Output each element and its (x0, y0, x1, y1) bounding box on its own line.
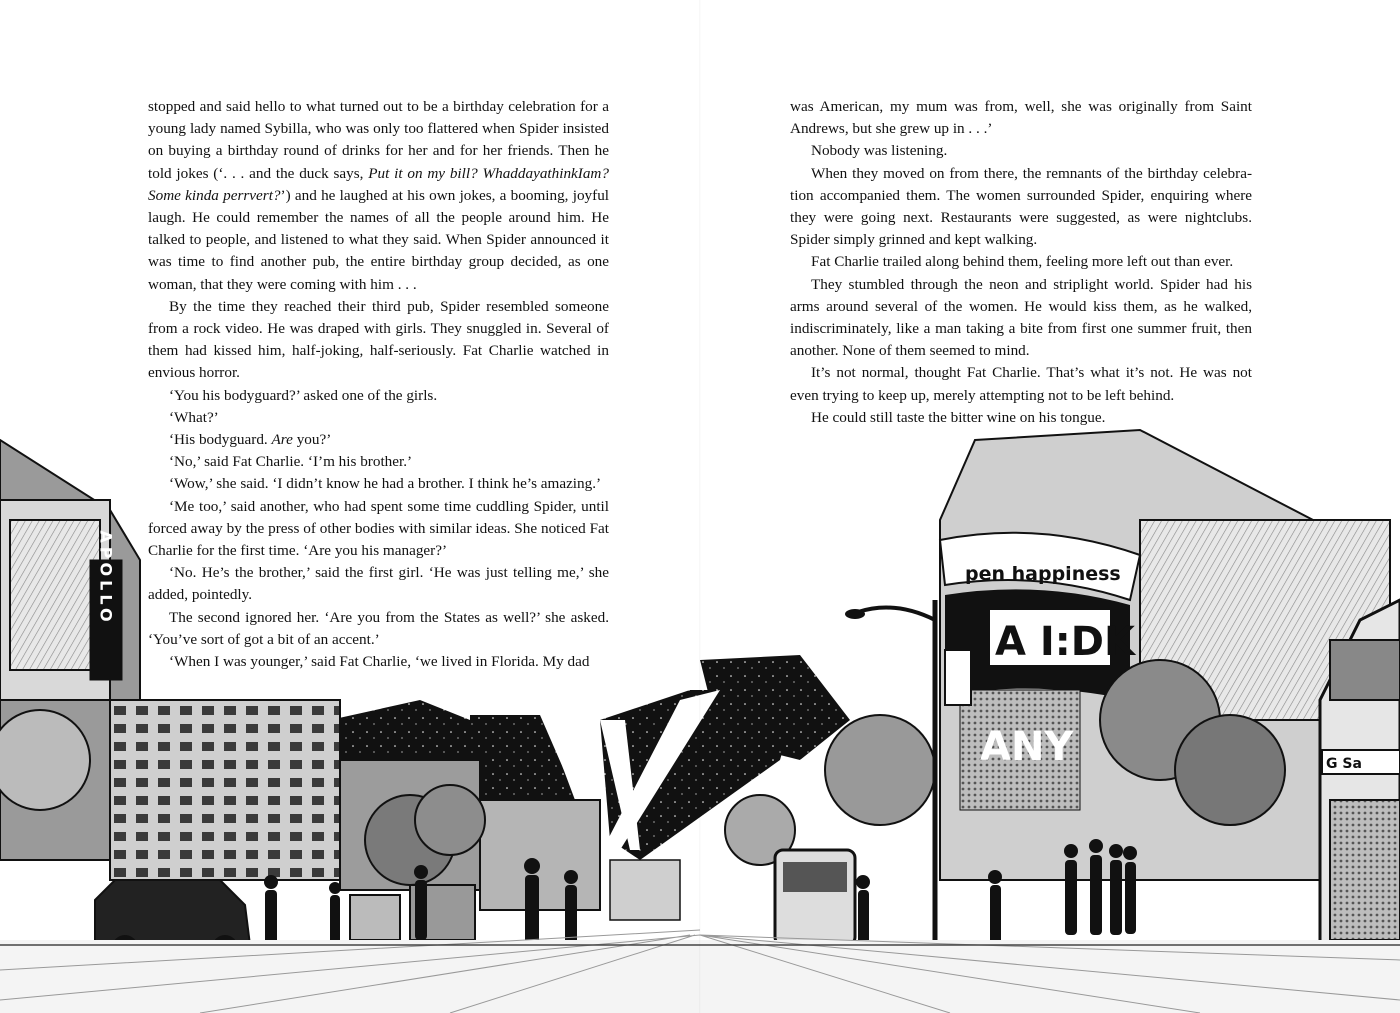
text-run: When they moved on from there, the remnants of the birthday celebration accompanied them. The women surrounded Spider, enquiring where they were going next. Restaurants were suggested, as were nightclubs. Spider simply grinned and kept walking. (790, 164, 1252, 249)
paragraph (790, 163, 1252, 252)
text-run: ‘You his bodyguard?’ asked one of the girls. (169, 386, 438, 404)
paragraph (148, 473, 609, 495)
paragraph (790, 96, 1252, 140)
bus-destination-text: G Sa (1326, 756, 1362, 772)
text-run: ‘What?’ (169, 408, 219, 426)
paragraph (148, 407, 609, 429)
paragraph (148, 429, 609, 451)
text-run: ‘His bodyguard. (169, 431, 272, 449)
text-run: By the time they reached their third pub, Spider resembled someone from a rock video. He was draped with girls. They snuggled in. Several of them had kissed him, half-joking, half-seriously. Fat Charlie watched in envious horror. (148, 297, 609, 382)
left-text-column (148, 96, 609, 673)
emphasis-text: Are (271, 431, 293, 449)
paragraph (790, 140, 1252, 162)
apollo-sign-text: APOLLO (96, 530, 116, 626)
paragraph (148, 451, 609, 473)
text-run: ‘When I was younger,’ said Fat Charlie, ‘we lived in Florida. My dad (169, 653, 590, 671)
paragraph (790, 407, 1252, 429)
text-run: stopped and said hello to what turned out to be a birthday celebration for a young lady named Sybilla, who was only too flattered when Spider insisted on buying a birthday round of drinks for her and for her friends. Then he told jokes (‘. . . and the duck says, (148, 98, 609, 182)
screen-text: A I:DK (995, 619, 1135, 665)
paragraph (790, 251, 1252, 273)
text-run: Nobody was listening. (811, 142, 948, 160)
text-run: He could still taste the bitter wine on his tongue. (811, 408, 1106, 426)
paragraph (790, 274, 1252, 363)
book-gutter (699, 0, 701, 1013)
paragraph (148, 296, 609, 385)
text-run: ‘No. He’s the brother,’ said the first girl. ‘He was just telling me,’ she added, pointedly. (148, 564, 609, 604)
text-run: The second ignored her. ‘Are you from the States as well?’ she asked. ‘You’ve sort of got a bit of an accent.’ (148, 608, 609, 648)
paragraph (148, 651, 609, 673)
paragraph (148, 385, 609, 407)
double-decker-bus (1320, 600, 1400, 990)
text-run: Fat Charlie trailed along behind them, feeling more left out than ever. (811, 253, 1234, 271)
emphasis-text: Put it on my bill? WhaddayathinkIam? Some kinda perrvert? (148, 164, 609, 204)
text-run: ’) and he laughed at his own jokes, a booming, joyful laugh. He could remember the names of all the people around him. He talked to people, and listened to what they said. When Spider announced it was time to find another pub, the entire birthday group decided, as one woman, that they were coming with him . . . (148, 186, 610, 293)
text-run: was American, my mum was from, well, she was originally from Saint Andrews, but she grew up in . . .’ (790, 98, 1252, 138)
text-run: you?’ (292, 431, 332, 449)
billboard-text: pen happiness (965, 563, 1121, 585)
paragraph (148, 96, 609, 296)
paragraph (790, 362, 1252, 406)
paragraph (148, 562, 609, 606)
right-text-column (790, 96, 1252, 429)
text-run: ‘Me too,’ said another, who had spent some time cuddling Spider, until forced away by the press of other bodies with similar ideas. She noticed Fat Charlie for the first time. ‘Are you his manager?’ (148, 497, 609, 560)
text-run: It’s not normal, thought Fat Charlie. That’s what it’s not. He was not even trying to keep up, merely attempting not to be left behind. (790, 364, 1252, 404)
text-run: They stumbled through the neon and striplight world. Spider had his arms around several of the women. He would kiss them, as he walked, indiscriminately, like a man taking a bite from first one summer fruit, then another. None of them seemed to mind. (790, 275, 1252, 360)
screen-lower-text: ANY (980, 724, 1074, 770)
text-run: ‘No,’ said Fat Charlie. ‘I’m his brother.’ (169, 453, 413, 471)
paragraph (148, 607, 609, 651)
text-run: ‘Wow,’ she said. ‘I didn’t know he had a brother. I think he’s amazing.’ (169, 475, 602, 493)
paragraph (148, 496, 609, 563)
